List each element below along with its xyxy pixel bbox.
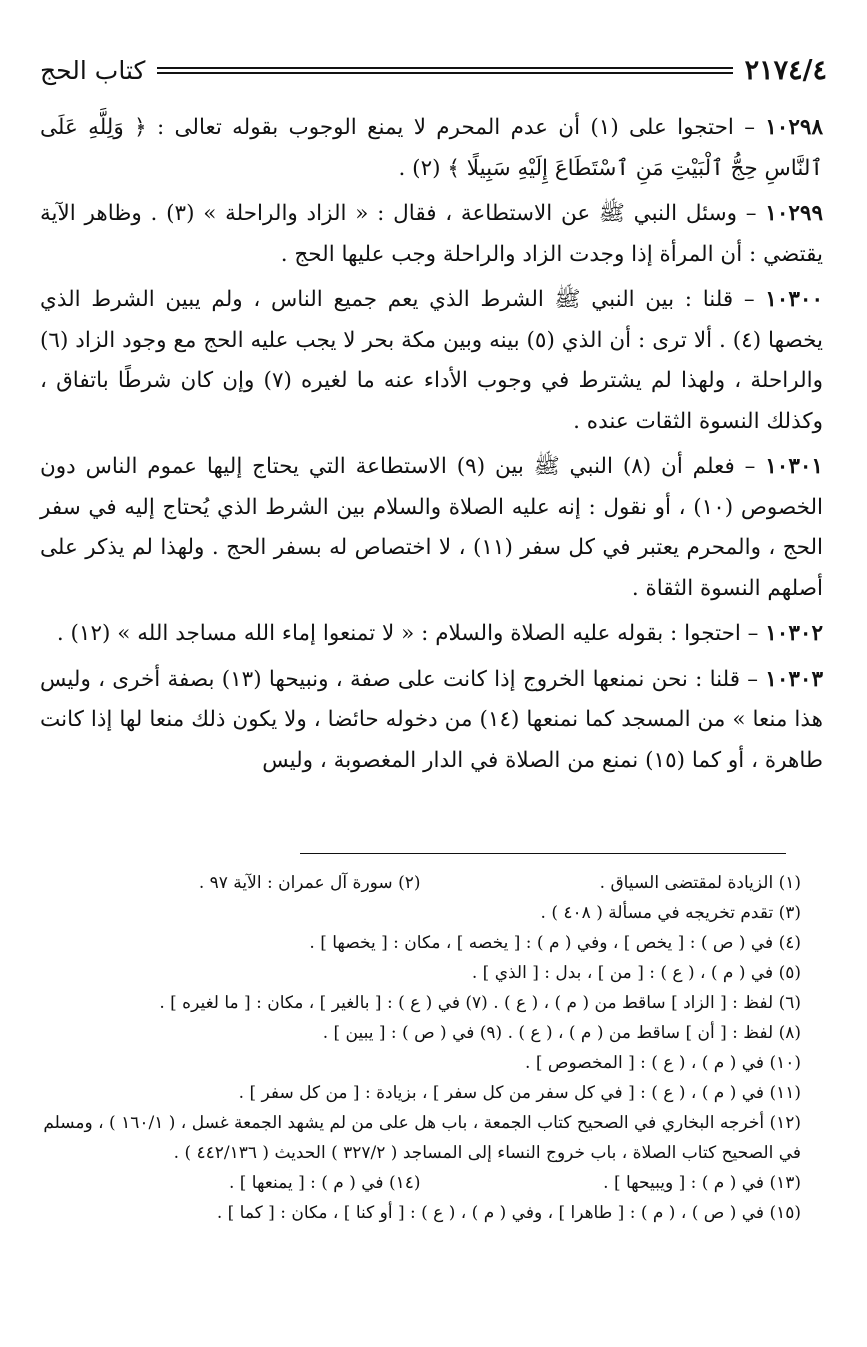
issue-number: ١٠٣٠٠ — [765, 287, 823, 312]
paragraph-text: – احتجوا على (١) أن عدم المحرم لا يمنع الوجوب بقوله تعالى : ﴿ وَلِلَّهِ عَلَى ٱلنَّاسِ حِجُّ ٱلْبَيْتِ مَنِ ٱسْتَطَاعَ إِلَيْهِ سَبِيلًا ﴾ (٢) . — [40, 115, 823, 181]
footnote-line: (١٢) أخرجه البخاري في الصحيح كتاب الجمعة ، باب هل على من لم يشهد الجمعة غسل ، ( ١٦٠/١ ) ، ومسلم في الصحيح كتاب الصلاة ، باب خروج النساء إلى المساجد ( ٣٢٧/٢ ) الحديث ( ٤٤٢/١٣٦ ) . — [43, 1113, 801, 1163]
footnote-line: (١١) في ( م ) ، ( ع ) : [ في كل سفر من كل سفر ] ، بزيادة : [ من كل سفر ] . — [238, 1083, 801, 1103]
footnote-line: (٥) في ( م ) ، ( ع ) : [ من ] ، بدل : [ الذي ] . — [471, 963, 801, 983]
paragraph-text: – قلنا : نحن نمنعها الخروج إذا كانت على صفة ، ونبيحها (١٣) بصفة أخرى ، وليس هذا منعا » من المسجد كما نمنعها (١٤) من دخوله حائضا ، ولا يكون ذلك منعا لها إذا كانت طاهرة ، أو كما (١٥) نمنع من الصلاة في الدار المغصوبة ، وليس — [40, 666, 823, 773]
paragraph-text: – قلنا : بين النبي ﷺ الشرط الذي يعم جميع الناس ، ولم يبين الشرط الذي يخصها (٤) . ألا ترى : أن الذي (٥) بينه وبين مكة بحر لا يجب عليه الحج مع وجود الزاد (٦) والراحلة ، ولهذا لم يشترط في وجوب الأداء عنه ما لغيره (٧) وإن كان شرطًا باتفاق ، وكذلك النسوة الثقات عنده . — [40, 287, 823, 434]
issue-number: ١٠٣٠٢ — [765, 621, 823, 646]
paragraph-text: – فعلم أن (٨) النبي ﷺ بين (٩) الاستطاعة التي يحتاج إليها عموم الناس دون الخصوص (١٠) ، أو نقول : إنه عليه الصلاة والسلام بين الشرط الذي يُحتاج إليه في سفر الحج ، والمحرم يعتبر في كل سفر (١١) ، لا اختصاص له بسفر الحج . ولهذا لم يذكر على أصلهم النسوة الثقاة . — [40, 454, 823, 601]
footnote-line: (٣) تقدم تخريجه في مسألة ( ٤٠٨ ) . — [540, 903, 801, 923]
issue-number: ١٠٣٠٣ — [765, 666, 824, 692]
paragraph-text: – احتجوا : بقوله عليه الصلاة والسلام : « لا تمنعوا إماء الله مساجد الله » (١٢) . — [56, 621, 766, 646]
paragraph — [40, 194, 823, 275]
paragraph — [40, 614, 823, 655]
footnote: (١٣) في ( م ) : [ ويبيحها ] . — [603, 1173, 801, 1193]
header-rule — [157, 67, 732, 74]
paragraph-text: – وسئل النبي ﷺ عن الاستطاعة ، فقال : « الزاد والراحلة » (٣) . وظاهر الآية يقتضي : أن المرأة إذا وجدت الزاد والراحلة وجب عليها الحج . — [40, 201, 823, 267]
footnote-line: (٦) لفظ : [ الزاد ] ساقط من ( م ) ، ( ع ) . (٧) في ( ع ) : [ بالغير ] ، مكان : [ ما لغيره ] . — [159, 993, 801, 1013]
footnote-line: (١٠) في ( م ) ، ( ع ) : [ المخصوص ] . — [525, 1053, 801, 1073]
footnote-line — [40, 868, 801, 898]
paragraph — [40, 280, 823, 442]
footnote-line: (٨) لفظ : [ أن ] ساقط من ( م ) ، ( ع ) . (٩) في ( ص ) : [ يبين ] . — [322, 1023, 801, 1043]
footnote-separator — [300, 853, 786, 854]
issue-number: ١٠٢٩٩ — [765, 201, 824, 226]
footnote-line: (١٥) في ( ص ) ، ( م ) : [ طاهرا ] ، وفي ( م ) ، ( ع ) : [ أو كنا ] ، مكان : [ كما ] . — [216, 1203, 801, 1223]
issue-number: ١٠٣٠١ — [765, 454, 823, 479]
paragraph — [40, 108, 823, 189]
footnote: (١٤) في ( م ) : [ يمنعها ] . — [228, 1173, 421, 1193]
footnote: (٢) سورة آل عمران : الآية ٩٧ . — [198, 873, 421, 893]
paragraph — [40, 447, 823, 609]
footnote: (١) الزيادة لمقتضى السياق . — [599, 873, 801, 893]
page-number: ٢١٧٤/٤ — [744, 54, 827, 86]
chapter-title: كتاب الحج — [40, 55, 146, 85]
paragraph — [40, 660, 823, 782]
footnotes — [40, 868, 801, 1228]
footnote-line: (٤) في ( ص ) : [ يخص ] ، وفي ( م ) : [ يخصه ] ، مكان : [ يخصها ] . — [309, 933, 801, 953]
page-header — [40, 50, 827, 90]
footnote-line — [40, 1168, 801, 1198]
issue-number: ١٠٢٩٨ — [765, 115, 823, 140]
main-text — [40, 108, 823, 786]
